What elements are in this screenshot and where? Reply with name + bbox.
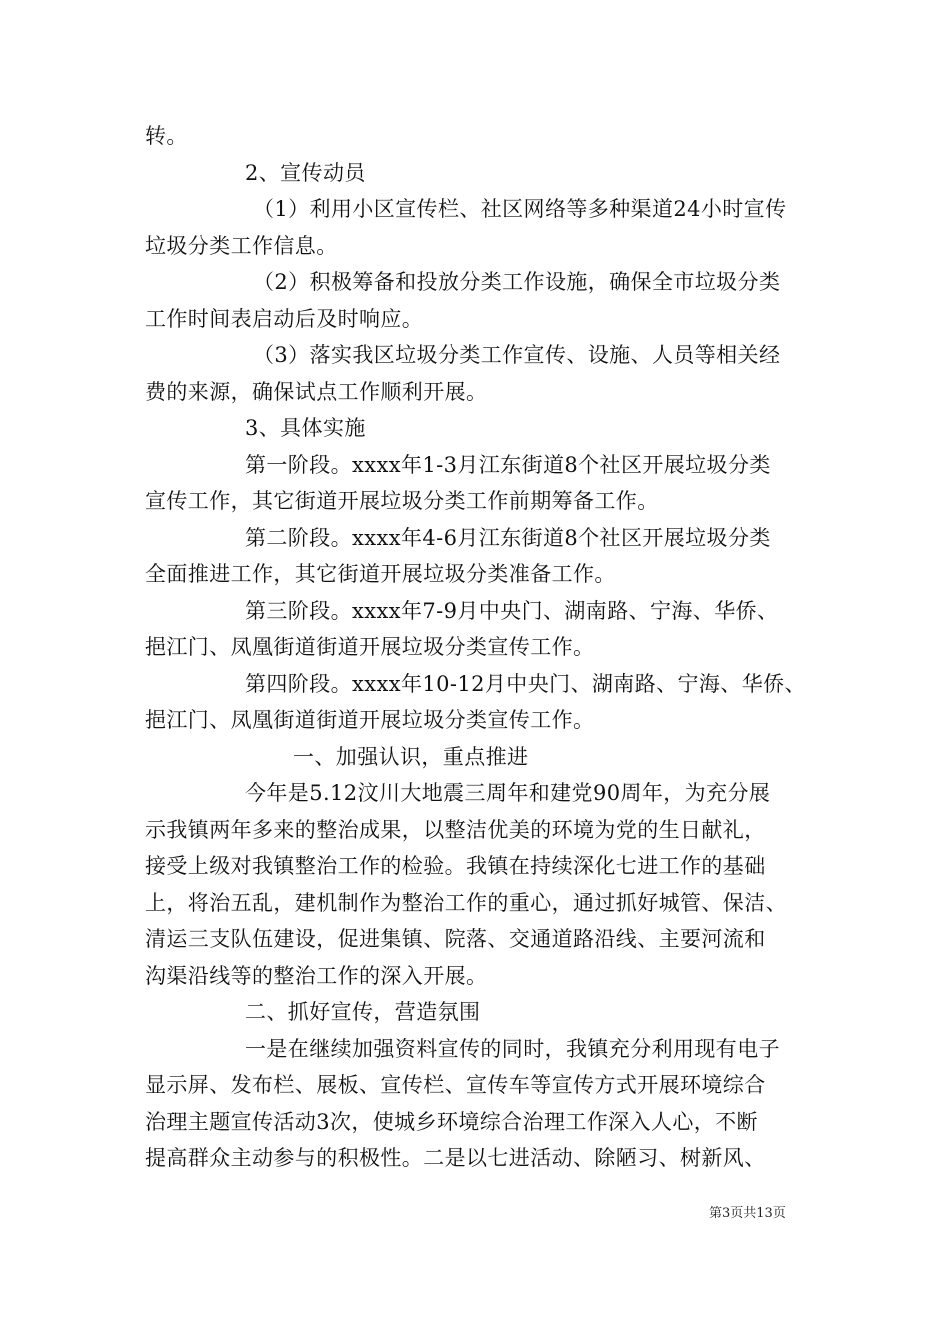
page-number: 第3页共13页 [709,1206,786,1221]
text-line: （1）利用小区宣传栏、社区网络等多种渠道24小时宣传 [253,197,787,221]
text-line: 工作时间表启动后及时响应。 [145,306,424,331]
text-line: 宣传工作，其它街道开展垃圾分类工作前期筹备工作。 [145,489,659,513]
text-line: 治理主题宣传活动3次，使城乡环境综合治理工作深入人心，不断 [145,1109,758,1134]
text-line: 第一阶段。xxxx年1-3月江东街道8个社区开展垃圾分类 [245,452,771,477]
text-line: 显示屏、发布栏、展板、宣传栏、宣传车等宣传方式开展环境综合 [145,1073,766,1097]
text-line: 第三阶段。xxxx年7-9月中央门、湖南路、宁海、华侨、 [245,598,779,623]
text-line: 挹江门、凤凰街道街道开展垃圾分类宣传工作。 [145,635,595,659]
text-line: 示我镇两年多来的整治成果，以整洁优美的环境为党的生日献礼， [145,817,766,842]
section-heading: 二、抓好宣传，营造氛围 [245,1000,481,1024]
text-line: 沟渠沿线等的整治工作的深入开展。 [145,963,488,988]
section-heading: 3、具体实施 [245,416,366,440]
text-line: 今年是5.12汶川大地震三周年和建党90周年，为充分展 [245,781,771,805]
text-line: 转。 [145,124,188,148]
text-line: 接受上级对我镇整治工作的检验。我镇在持续深化七进工作的基础 [145,854,766,878]
text-line: 上，将治五乱，建机制作为整治工作的重心，通过抓好城管、保洁、 [145,890,787,915]
text-line: 挹江门、凤凰街道街道开展垃圾分类宣传工作。 [145,708,595,732]
text-line: 第二阶段。xxxx年4-6月江东街道8个社区开展垃圾分类 [245,525,771,550]
text-line: 第四阶段。xxxx年10-12月中央门、湖南路、宁海、华侨、 [245,671,806,696]
text-line: 清运三支队伍建设，促进集镇、院落、交通道路沿线、主要河流和 [145,927,766,951]
text-line: 提高群众主动参与的积极性。二是以七进活动、除陋习、树新风、 [145,1146,766,1170]
text-line: 垃圾分类工作信息。 [145,233,338,258]
section-heading: 一、加强认识，重点推进 [293,744,529,769]
document-body [145,118,810,1177]
text-line: （2）积极筹备和投放分类工作设施，确保全市垃圾分类 [253,270,781,294]
text-line: 一是在继续加强资料宣传的同时，我镇充分利用现有电子 [245,1036,780,1061]
text-line: 全面推进工作，其它街道开展垃圾分类准备工作。 [145,562,616,586]
text-line: 费的来源，确保试点工作顺利开展。 [145,379,488,404]
text-line: （3）落实我区垃圾分类工作宣传、设施、人员等相关经 [253,343,781,367]
section-heading: 2、宣传动员 [245,160,366,185]
